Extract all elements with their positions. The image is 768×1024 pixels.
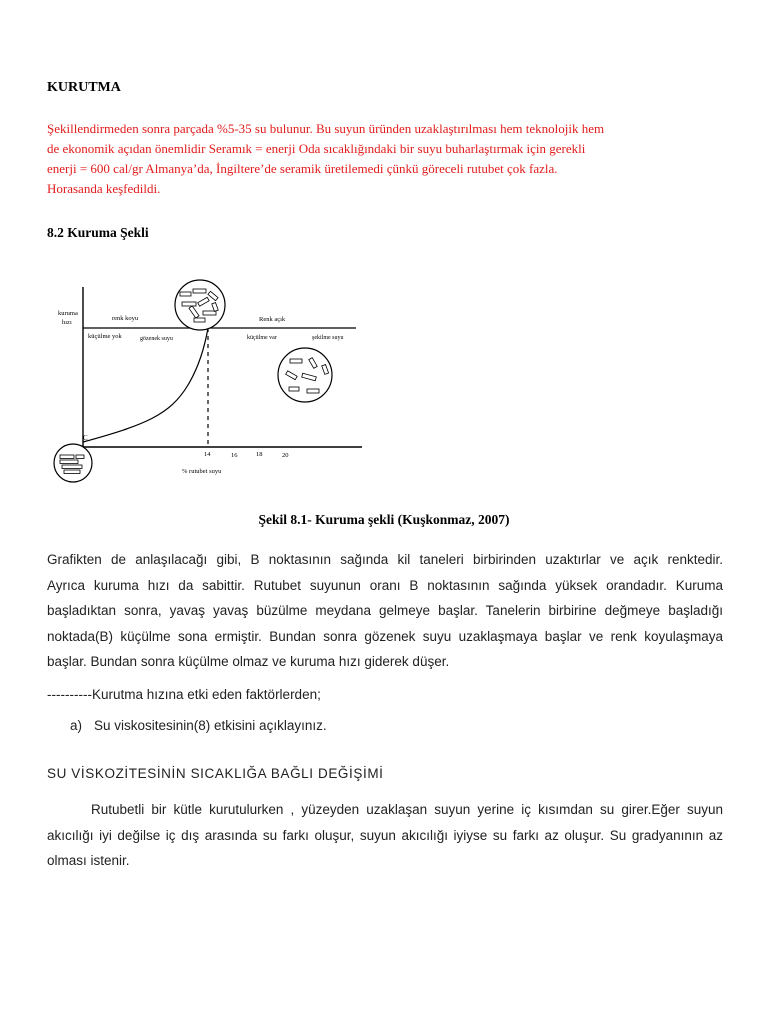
- intro-line: de ekonomik açıdan önemlidir Seramık = enerji Oda sıcaklığındaki bir suyu buharlaştırmak için gerekli: [47, 141, 586, 156]
- tick-label: 16: [231, 452, 238, 459]
- factors-intro: ----------Kurutma hızına etki eden faktörlerden;: [47, 687, 321, 702]
- region-left-label-3: gözenek suyu: [140, 336, 173, 342]
- paragraph-line: noktada(B) küçülme sona ermiştir. Bundan sonra gözenek suyu uzaklaşmaya başlar ve renk koyulaşmaya: [47, 628, 723, 644]
- drying-diagram-svg: [50, 275, 380, 490]
- particles-circle-right: [278, 348, 332, 402]
- drying-figure: [50, 275, 380, 490]
- y-label-2: hızı: [62, 319, 72, 326]
- tick-label: 14: [204, 451, 211, 458]
- intro-line: enerji = 600 cal/gr Almanya’da, İngiltere’de seramik üretilemedi çünkü göreceli rutubet çok fazla.: [47, 161, 558, 176]
- section-title: 8.2 Kuruma Şekli: [47, 225, 149, 240]
- paragraph-line: Rutubetli bir kütle kurutulurken , yüzeyden uzaklaşan suyun yerine iç kısımdan su girer.Eğer suyun: [91, 802, 723, 817]
- heading-kurutma: KURUTMA: [47, 80, 121, 95]
- x-axis-label: % rutubet suyu: [182, 468, 222, 475]
- figure-caption: Şekil 8.1- Kuruma şekli (Kuşkonmaz, 2007): [258, 512, 510, 527]
- intro-paragraph-red: [47, 119, 737, 199]
- drying-curve: [83, 328, 208, 442]
- paragraph-line: olması istenir.: [47, 853, 130, 868]
- intro-line: Horasanda keşfedildi.: [47, 181, 161, 196]
- list-item-text: Su viskositesinin(8) etkisini açıklayınız.: [94, 718, 327, 733]
- list-item-label: a): [70, 718, 83, 733]
- particles-circle-c: [54, 444, 92, 482]
- paragraph-line: başlar. Bundan sonra küçülme olmaz ve kuruma hızı giderek düşer.: [47, 654, 450, 669]
- region-right-label-1: Renk açık: [259, 316, 286, 323]
- y-label-1: kuruma: [58, 310, 78, 317]
- paragraph-line: başladıktan sonra, yavaş yavaş büzülme meydana gelmeye başlar. Tanelerin birbirine değmeye başladığı: [47, 603, 723, 618]
- particles-circle-b: [175, 280, 225, 330]
- region-left-label-2: küçülme yok: [88, 333, 122, 340]
- region-right-label-2: küçülme var: [247, 335, 277, 341]
- list-item: [70, 718, 327, 733]
- viscosity-paragraph: [47, 797, 723, 874]
- tick-label: 18: [256, 451, 263, 458]
- point-c-label: C: [83, 434, 88, 442]
- paragraph-line: Grafikten de anlaşılacağı gibi, B noktasının sağında kil taneleri birbirinden uzaktırlar ve açık renktedir.: [47, 552, 723, 567]
- tick-label: 20: [282, 452, 289, 459]
- paragraph-line: akıcılığı iyi değilse iç dış arasında su farkı oluşur, suyun akıcılığı iyiyse su farkı az oluşur. Su gradyanının az: [47, 827, 723, 843]
- region-right-label-3: şekilme suyu: [312, 335, 344, 341]
- sub-heading: SU VİSKOZİTESİNİN SICAKLIĞA BAĞLI DEĞİŞİMİ: [47, 766, 384, 781]
- region-left-label-1: renk koyu: [112, 315, 139, 322]
- explanation-paragraph: [47, 547, 723, 675]
- paragraph-line: Ayrıca kuruma hızı da sabittir. Rutubet suyunun oranı B noktasının sağında yüksek orandadır. Kuruma: [47, 577, 723, 593]
- intro-line: Şekillendirmeden sonra parçada %5-35 su bulunur. Bu suyun üründen uzaklaştırılması hem teknolojik hem: [47, 121, 605, 136]
